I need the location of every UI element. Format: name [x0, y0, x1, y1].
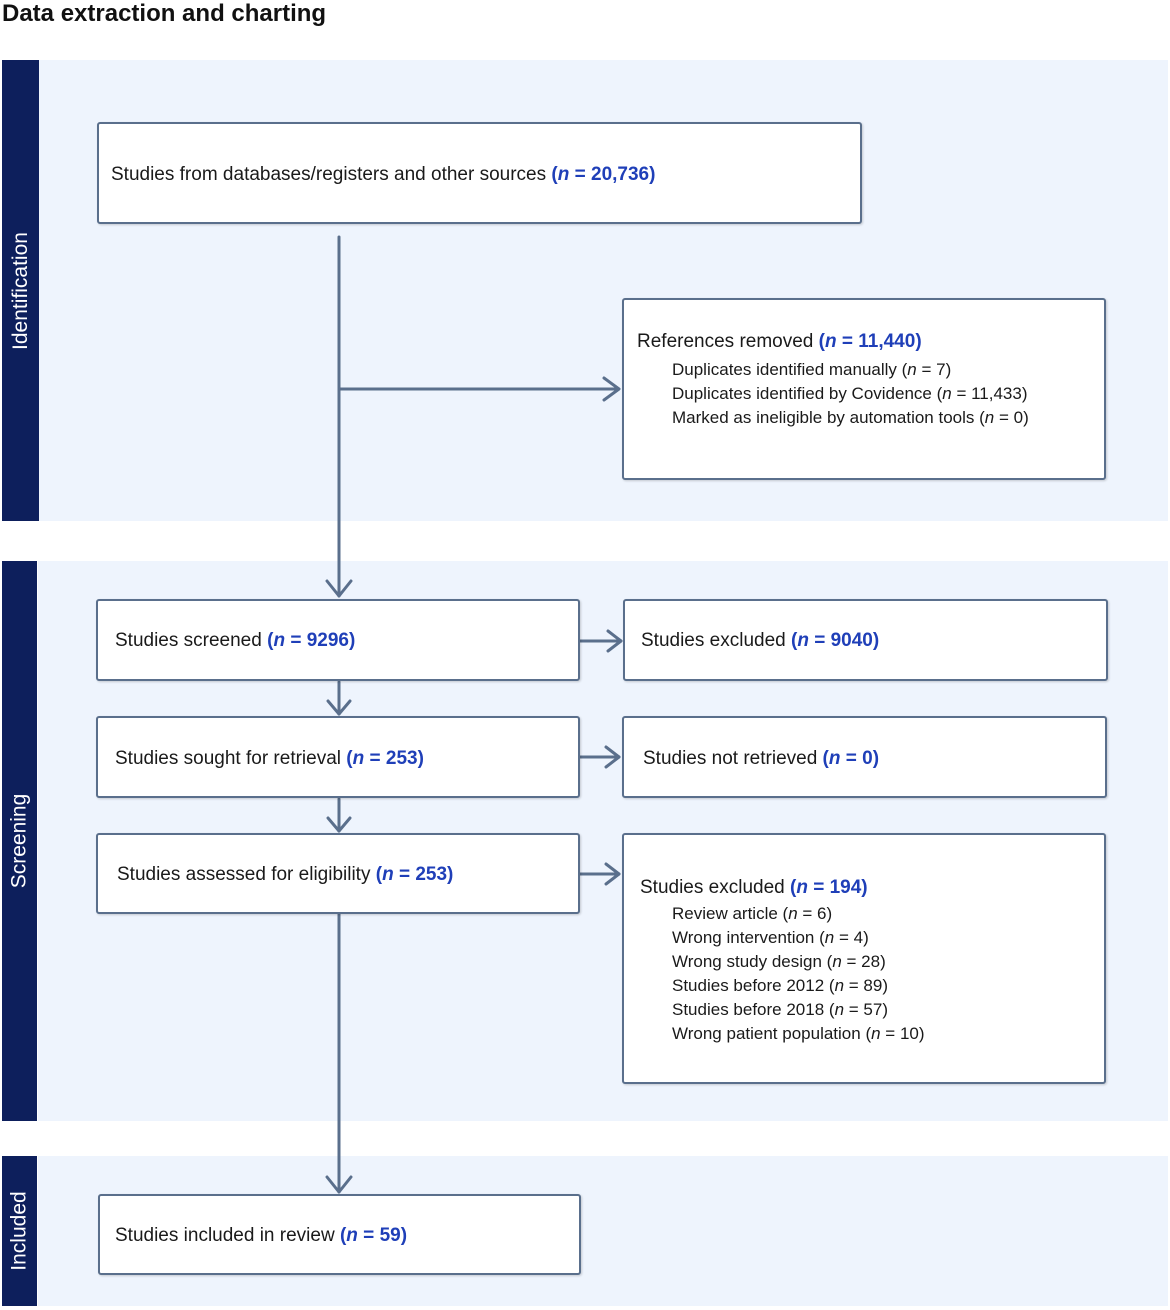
n-symbol: n [796, 877, 808, 898]
removed-box [622, 298, 1106, 480]
n-symbol: n [824, 928, 835, 947]
excluded-elig-item-count: 89 [863, 976, 883, 995]
excluded-elig-item-label: Studies before 2012 [672, 976, 825, 995]
excluded-elig-item: Studies before 2012 (n = 89) [672, 976, 888, 995]
sources-text: Studies from databases/registers and other sources (n = 20,736) [111, 164, 656, 185]
removed-item: Duplicates identified manually (n = 7) [672, 360, 952, 379]
excluded-screen-box [623, 599, 1108, 681]
identification-label: Identification [8, 231, 32, 350]
removed-item-label: Marked as ineligible by automation tools [672, 408, 975, 427]
removed-item-label: Duplicates identified manually [672, 360, 897, 379]
included-box [98, 1194, 581, 1275]
n-symbol: n [828, 748, 841, 769]
n-symbol: n [788, 904, 798, 923]
screened-box [96, 599, 580, 681]
assessed-text: Studies assessed for eligibility (n = 253) [117, 864, 454, 885]
n-symbol: n [907, 360, 917, 379]
not-retrieved-count: 0 [862, 748, 873, 769]
excluded-elig-heading: Studies excluded (n = 194) [640, 877, 868, 898]
excluded-elig-item-count: 57 [863, 1000, 883, 1019]
sources-count: 20,736 [591, 164, 650, 185]
excluded-elig-item: Wrong intervention (n = 4) [672, 928, 869, 947]
excluded-elig-item-count: 4 [853, 928, 864, 947]
excluded-elig-label: Studies excluded [640, 877, 785, 898]
n-symbol: n [824, 331, 837, 352]
n-symbol: n [834, 1000, 845, 1019]
excluded-elig-item: Wrong patient population (n = 10) [672, 1024, 925, 1043]
not-retrieved-box [622, 716, 1107, 798]
removed-count: 11,440 [858, 331, 916, 352]
n-symbol: n [382, 864, 394, 885]
excluded-elig-item-count: 28 [861, 952, 881, 971]
removed-items [672, 358, 1029, 430]
included-label: Included [7, 1191, 31, 1271]
n-symbol: n [871, 1024, 881, 1043]
included-count: 59 [379, 1225, 401, 1246]
n-symbol: n [832, 952, 842, 971]
excluded-elig-item-label: Wrong intervention [672, 928, 815, 947]
n-symbol: n [352, 748, 365, 769]
sources-label: Studies from databases/registers and other sources [111, 164, 547, 185]
excluded-elig-item: Review article (n = 6) [672, 904, 833, 923]
not-retrieved-label: Studies not retrieved [643, 748, 818, 769]
n-symbol: n [797, 630, 809, 651]
excluded-screen-count: 9040 [830, 630, 873, 651]
included-text: Studies included in review (n = 59) [115, 1225, 408, 1246]
excluded-elig-items [672, 902, 925, 1046]
sought-label: Studies sought for retrieval [115, 748, 342, 769]
removed-item: Marked as ineligible by automation tools (n = 0) [672, 408, 1029, 427]
excluded-elig-item-label: Wrong study design [672, 952, 822, 971]
page-title: Data extraction and charting [2, 0, 327, 27]
excluded-elig-item-label: Studies before 2018 [672, 1000, 825, 1019]
excluded-screen-label: Studies excluded [641, 630, 786, 651]
n-symbol: n [346, 1225, 358, 1246]
removed-item: Duplicates identified by Covidence (n = 11,433) [672, 384, 1028, 403]
included-label: Studies included in review [115, 1225, 335, 1246]
assessed-count: 253 [415, 864, 448, 885]
screened-label: Studies screened [115, 630, 262, 651]
removed-item-count: 11,433 [971, 384, 1022, 403]
screened-count: 9296 [306, 630, 349, 651]
excluded-elig-item: Wrong study design (n = 28) [672, 952, 886, 971]
removed-item-label: Duplicates identified by Covidence [672, 384, 932, 403]
removed-item-count: 7 [936, 360, 946, 379]
excluded-elig-item-label: Wrong patient population [672, 1024, 861, 1043]
excluded-elig-item-label: Review article [672, 904, 778, 923]
assessed-box [96, 833, 580, 914]
n-symbol: n [273, 630, 286, 651]
excluded-screen-text: Studies excluded (n = 9040) [641, 630, 880, 651]
n-symbol: n [942, 384, 952, 403]
n-symbol: n [834, 976, 845, 995]
not-retrieved-text: Studies not retrieved (n = 0) [643, 748, 880, 769]
n-symbol: n [984, 408, 995, 427]
removed-item-count: 0 [1013, 408, 1024, 427]
assessed-label: Studies assessed for eligibility [117, 864, 371, 885]
excluded-elig-count: 194 [829, 877, 862, 898]
excluded-elig-item-count: 10 [899, 1024, 919, 1043]
sought-box [96, 716, 580, 798]
excluded-elig-item: Studies before 2018 (n = 57) [672, 1000, 888, 1019]
screening-label: Screening [7, 793, 31, 889]
sought-text: Studies sought for retrieval (n = 253) [115, 748, 424, 769]
sought-count: 253 [385, 748, 418, 769]
removed-label: References removed [637, 331, 814, 352]
excluded-elig-item-count: 6 [817, 904, 827, 923]
n-symbol: n [557, 164, 570, 185]
sources-box [97, 122, 862, 224]
screened-text: Studies screened (n = 9296) [115, 630, 356, 651]
removed-heading: References removed (n = 11,440) [637, 331, 922, 352]
excluded-elig-box [622, 833, 1106, 1084]
